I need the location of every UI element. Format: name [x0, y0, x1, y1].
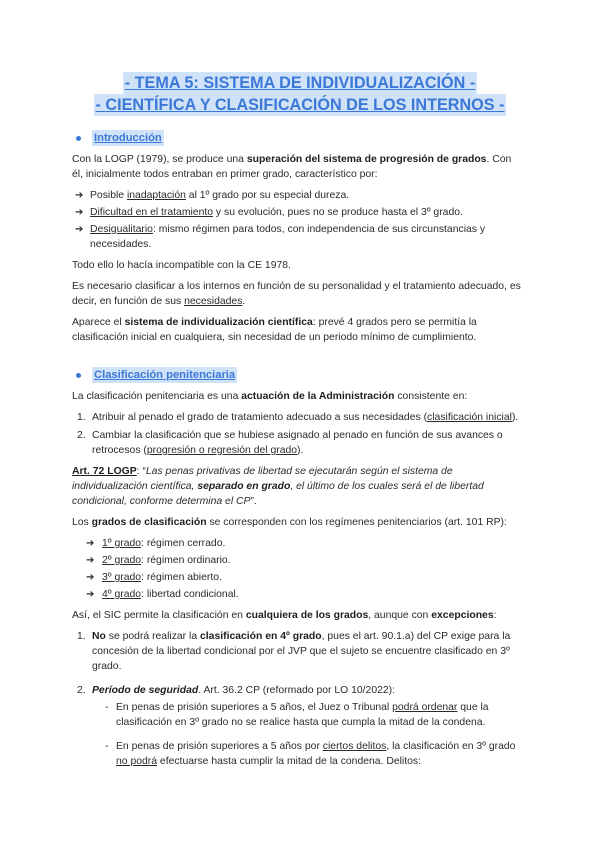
list-item: ➔ 4º grado: libertad condicional. [86, 589, 239, 600]
title-line-2: - CIENTÍFICA Y CLASIFICACIÓN DE LOS INTERNOS - [95, 96, 505, 114]
arrow-icon: ➔ [86, 555, 95, 566]
list-item: ➔ 3º grado: régimen abierto. [86, 572, 222, 583]
arrow-icon: ➔ [75, 190, 84, 201]
paragraph: Es necesario clasificar a los internos en función de su personalidad y el tratamiento adecuado, es decir, en función de sus necesidades. [72, 281, 521, 307]
paragraph: Todo ello lo hacía incompatible con la CE 1978. [72, 260, 291, 271]
document-title [0, 72, 600, 116]
dash-list [92, 700, 524, 769]
arrow-icon: ➔ [75, 207, 84, 218]
paragraph: Con la LOGP (1979), se produce una superación del sistema de progresión de grados. Con él, inicialmente todos entraban en primer grado, característico por: [72, 154, 512, 180]
exceptions-list [72, 629, 524, 769]
list-item: 2. Cambiar la clasificación que se hubiese asignado al penado en función de sus avances o retrocesos (progresión o regresión del grado). [77, 430, 503, 456]
title-line-1: - TEMA 5: SISTEMA DE INDIVIDUALIZACIÓN - [124, 74, 476, 92]
list-item: 1. No se podrá realizar la clasificación en 4º grado, pues el art. 90.1.a) del CP exige para la concesión de la libertad condicional por el JVP que el sujeto se encuentre clasificado en 3º grado. [77, 631, 511, 672]
list-item: ➔ 2º grado: régimen ordinario. [86, 555, 231, 566]
paragraph: Los grados de clasificación se corresponden con los regímenes penitenciarios (art. 101 RP): [72, 517, 507, 528]
arrow-icon: ➔ [75, 224, 84, 235]
arrow-list [72, 188, 524, 252]
list-item: 2. Período de seguridad. Art. 36.2 CP (reformado por LO 10/2022): - En penas de prisión superiores a 5 años, el Juez o Tribunal podrá ordenar que la clasificación en 3º grado no se realice hasta que cumpla la mitad de la condena. - En penas de prisión superiores a 5 años por ciertos delitos, la clasificación en 3º grado no podrá efectuarse hasta cumplir la mitad de la condena. Delitos: [72, 683, 524, 769]
paragraph: Aparece el sistema de individualización científica: prevé 4 grados pero se permitía la clasificación inicial en cualquiera, sin necesidad de un periodo mínimo de cumplimiento. [72, 317, 477, 343]
numbered-list [72, 410, 524, 458]
grados-list [72, 536, 524, 602]
list-item: 1. Atribuir al penado el grado de tratamiento adecuado a sus necesidades (clasificación inicial). [77, 412, 519, 423]
article-quote: Art. 72 LOGP: “Las penas privativas de libertad se ejecutarán según el sistema de individualización científica, separado en grado, el último de los cuales será el de libertad condicional, conforme determina el CP”. [72, 466, 484, 507]
arrow-icon: ➔ [86, 538, 95, 549]
arrow-icon: ➔ [86, 589, 95, 600]
list-item: ➔ Posible inadaptación al 1º grado por su especial dureza. [75, 190, 350, 201]
list-item: - En penas de prisión superiores a 5 años por ciertos delitos, la clasificación en 3º grado no podrá efectuarse hasta cumplir la mitad de la condena. Delitos: [105, 741, 516, 767]
paragraph: La clasificación penitenciaria es una actuación de la Administración consistente en: [72, 391, 468, 402]
document-body [72, 130, 524, 778]
bullet-dot-icon [76, 136, 81, 141]
list-item: ➔ Desigualitario: mismo régimen para todos, con independencia de sus circunstancias y necesidades. [75, 224, 486, 250]
section-heading-introduccion: Introducción [72, 130, 524, 146]
list-item: ➔ Dificultad en el tratamiento y su evolución, pues no se produce hasta el 3º grado. [75, 207, 463, 218]
bullet-dot-icon [76, 373, 81, 378]
list-item: ➔ 1º grado: régimen cerrado. [86, 538, 226, 549]
section-heading-clasificacion: Clasificación penitenciaria [72, 367, 524, 383]
paragraph: Así, el SIC permite la clasificación en cualquiera de los grados, aunque con excepciones: [72, 610, 497, 621]
arrow-icon: ➔ [86, 572, 95, 583]
list-item: - En penas de prisión superiores a 5 años, el Juez o Tribunal podrá ordenar que la clasificación en 3º grado no se realice hasta que cumpla la mitad de la condena. [105, 702, 489, 728]
